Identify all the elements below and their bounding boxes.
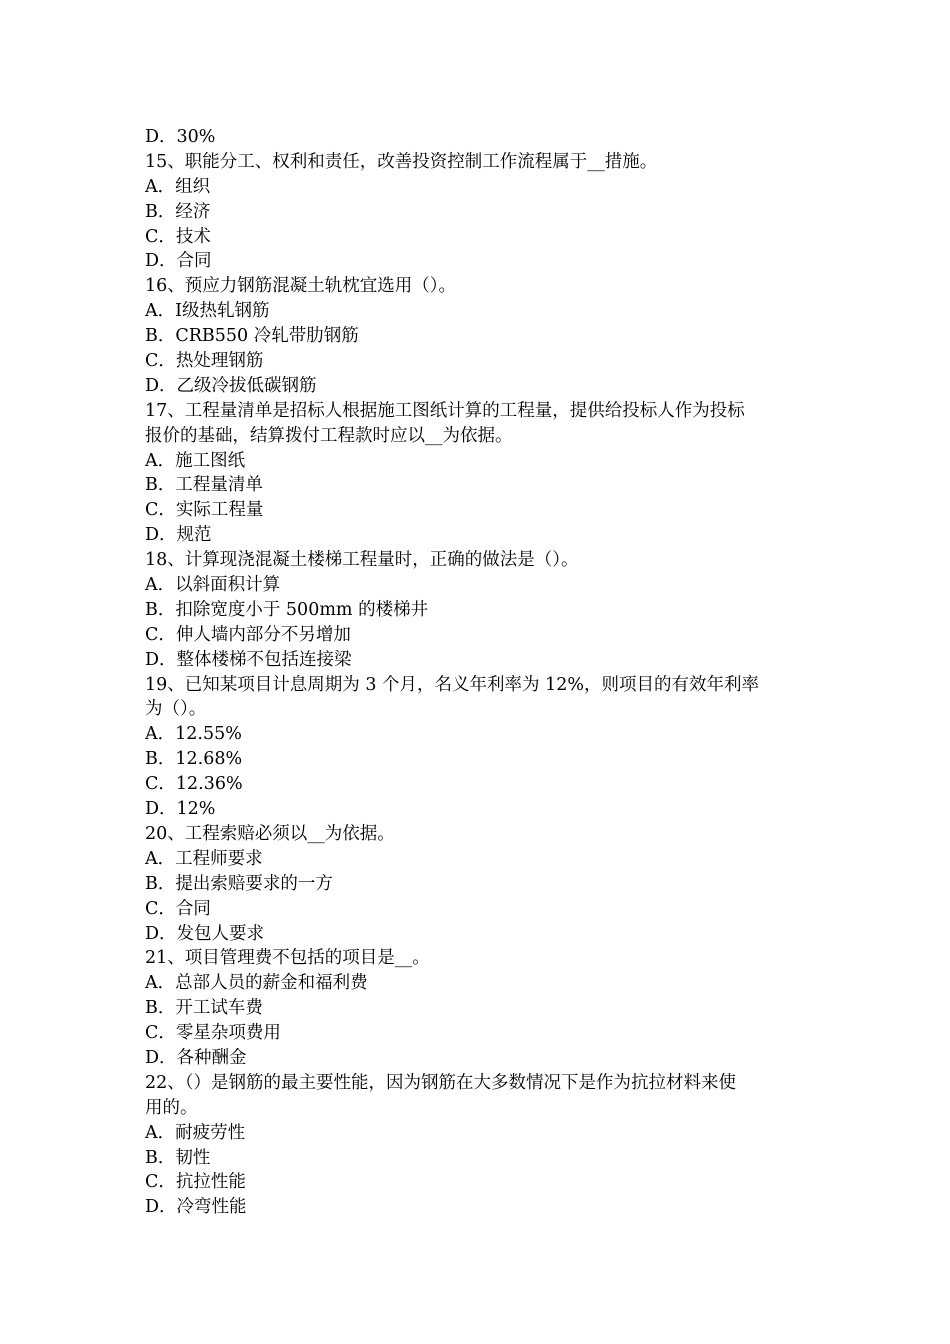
option-line: B．开工试车费: [145, 998, 263, 1019]
question-line: 21、项目管理费不包括的项目是__。: [145, 948, 430, 969]
option-line: C．实际工程量: [145, 500, 264, 521]
option-line: D．12%: [145, 799, 216, 820]
option-line: A．耐疲劳性: [145, 1122, 246, 1143]
option-line: A．以斜面积计算: [145, 575, 281, 596]
option-line: A．组织: [145, 176, 211, 197]
option-line: B．韧性: [145, 1147, 211, 1168]
question-line: 19、已知某项目计息周期为 3 个月，名义年利率为 12%，则项目的有效年利率: [145, 674, 759, 695]
question-text-block: [145, 125, 815, 1220]
option-line: D．各种酬金: [145, 1047, 247, 1068]
option-line: B．提出索赔要求的一方: [145, 873, 333, 894]
question-line: 16、预应力钢筋混凝土轨枕宜选用（）。: [145, 276, 457, 297]
question-line-continued: 报价的基础，结算拨付工程款时应以__为依据。: [145, 425, 513, 446]
option-line: C．零星杂项费用: [145, 1023, 281, 1044]
option-line: D．冷弯性能: [145, 1197, 247, 1218]
question-line: 18、计算现浇混凝土楼梯工程量时，正确的做法是（）。: [145, 550, 579, 571]
option-line: A．12.55%: [145, 724, 242, 745]
option-line: D．合同: [145, 251, 212, 272]
option-line: B．工程量清单: [145, 475, 263, 496]
option-line: C．热处理钢筋: [145, 351, 264, 372]
option-line: A．工程师要求: [145, 848, 263, 869]
option-line: D．30%: [145, 127, 216, 147]
option-line: B．12.68%: [145, 749, 243, 770]
option-line: A．施工图纸: [145, 450, 246, 471]
question-line: 22、（）是钢筋的最主要性能，因为钢筋在大多数情况下是作为抗拉材料来使: [145, 1072, 737, 1093]
question-line-continued: 用的。: [145, 1097, 198, 1118]
option-line: D．乙级冷拔低碳钢筋: [145, 375, 317, 396]
option-line: B．扣除宽度小于 500mm 的楼梯井: [145, 599, 429, 620]
option-line: A．总部人员的薪金和福利费: [145, 973, 368, 994]
option-line: D．整体楼梯不包括连接梁: [145, 649, 352, 670]
option-line: B．CRB550 冷轧带肋钢筋: [145, 326, 359, 347]
question-line: 20、工程索赔必须以__为依据。: [145, 823, 395, 844]
option-line: D．规范: [145, 525, 212, 546]
question-line: 17、工程量清单是招标人根据施工图纸计算的工程量，提供给投标人作为投标: [145, 400, 745, 421]
question-line-continued: 为（）。: [145, 699, 207, 720]
question-line: 15、职能分工、权利和责任，改善投资控制工作流程属于__措施。: [145, 151, 658, 172]
option-line: C．12.36%: [145, 774, 243, 795]
option-line: C．合同: [145, 898, 211, 919]
option-line: C．抗拉性能: [145, 1172, 246, 1193]
option-line: B．经济: [145, 201, 211, 222]
option-line: C．技术: [145, 226, 211, 247]
option-line: D．发包人要求: [145, 923, 265, 944]
option-line: A．Ⅰ级热轧钢筋: [145, 301, 270, 322]
option-line: C．伸人墙内部分不另增加: [145, 624, 351, 645]
